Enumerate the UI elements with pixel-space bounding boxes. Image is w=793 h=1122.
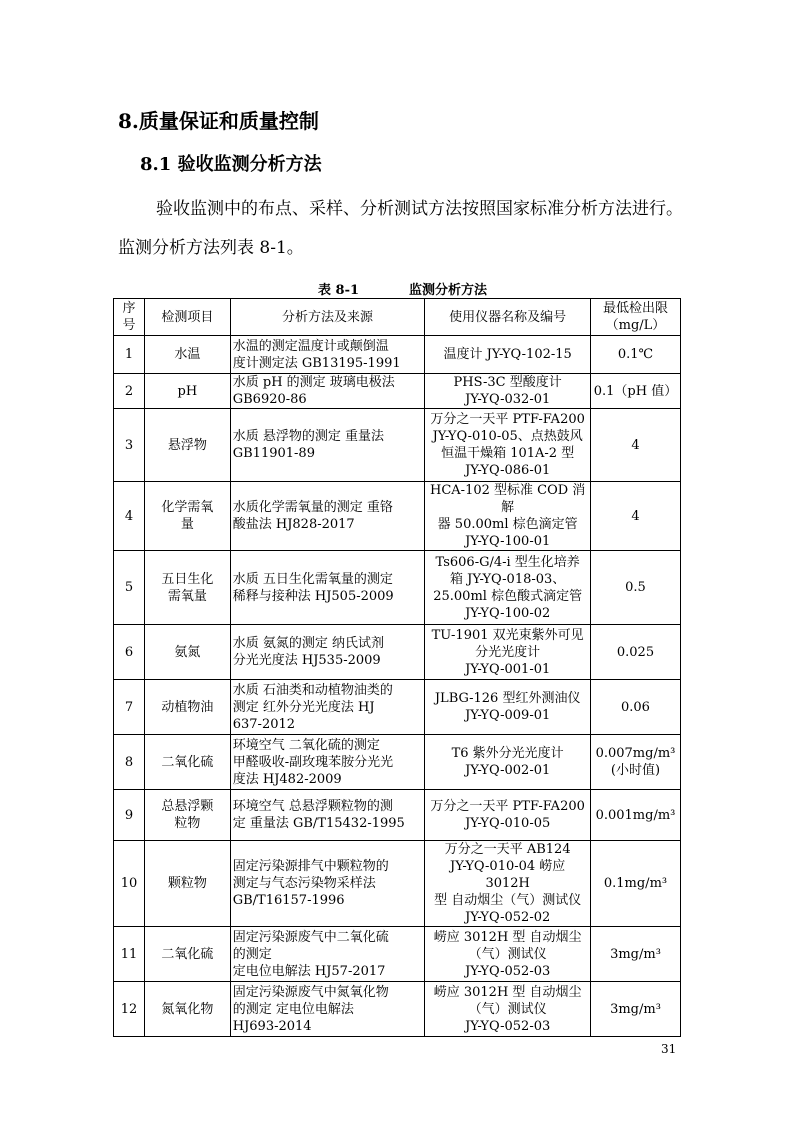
method-source: 水质 石油类和动植物油类的 测定 红外分光光度法 HJ 637-2012 [230,680,425,735]
table-row [114,790,681,841]
instrument: TU-1901 双光束紫外可见 分光光度计 JY-YQ-001-01 [425,625,591,680]
test-item: 化学需氧 量 [144,482,230,551]
test-item: 动植物油 [144,680,230,735]
header-cell: 最低检出限 （mg/L） [590,299,680,336]
test-item: 氮氧化物 [144,982,230,1037]
row-number: 2 [114,374,145,409]
table-title: 监测分析方法 [409,283,488,298]
instrument: Ts606-G/4-i 型生化培养 箱 JY-YQ-018-03、 25.00ml 棕色酸式滴定管 JY-YQ-100-02 [425,551,591,625]
test-item: 二氧化硫 [144,927,230,982]
row-number: 11 [114,927,145,982]
test-item: 总悬浮颗 粒物 [144,790,230,841]
row-number: 12 [114,982,145,1037]
row-number: 4 [114,482,145,551]
test-item: 颗粒物 [144,841,230,927]
table-row [114,927,681,982]
test-item: 水温 [144,336,230,374]
method-source: 水质 氨氮的测定 纳氏试剂 分光光度法 HJ535-2009 [230,625,425,680]
instrument: 万分之一天平 AB124 JY-YQ-010-04 崂应 3012H 型 自动烟尘（气）测试仪 JY-YQ-052-02 [425,841,591,927]
header-cell: 分析方法及来源 [230,299,425,336]
table-header-row [114,299,681,336]
method-source: 固定污染源排气中颗粒物的 测定与气态污染物采样法 GB/T16157-1996 [230,841,425,927]
method-source: 环境空气 总悬浮颗粒物的测 定 重量法 GB/T15432-1995 [230,790,425,841]
table-row [114,982,681,1037]
detection-limit: 4 [590,482,680,551]
row-number: 8 [114,735,145,790]
test-item: pH [144,374,230,409]
row-number: 5 [114,551,145,625]
instrument: 万分之一天平 PTF-FA200 JY-YQ-010-05、点热鼓风 恒温干燥箱 101A-2 型 JY-YQ-086-01 [425,409,591,482]
detection-limit: 0.001mg/m³ [590,790,680,841]
method-source: 水温的测定温度计或颠倒温 度计测定法 GB13195-1991 [230,336,425,374]
table-row [114,482,681,551]
method-source: 水质 悬浮物的测定 重量法 GB11901-89 [230,409,425,482]
test-item: 悬浮物 [144,409,230,482]
detection-limit: 0.1℃ [590,336,680,374]
detection-limit: 4 [590,409,680,482]
row-number: 3 [114,409,145,482]
method-source: 水质 五日生化需氧量的测定 稀释与接种法 HJ505-2009 [230,551,425,625]
instrument: 万分之一天平 PTF-FA200 JY-YQ-010-05 [425,790,591,841]
detection-limit: 3mg/m³ [590,982,680,1037]
table-row [114,551,681,625]
page-number: 31 [661,1042,677,1056]
detection-limit: 0.007mg/m³ (小时值) [590,735,680,790]
table-row [114,680,681,735]
instrument: 温度计 JY-YQ-102-15 [425,336,591,374]
table-row [114,409,681,482]
instrument: 崂应 3012H 型 自动烟尘 （气）测试仪 JY-YQ-052-03 [425,927,591,982]
row-number: 7 [114,680,145,735]
instrument: T6 紫外分光光度计 JY-YQ-002-01 [425,735,591,790]
row-number: 9 [114,790,145,841]
section-heading: 8.质量保证和质量控制 [118,109,319,133]
table-row [114,841,681,927]
body-paragraph: 验收监测中的布点、采样、分析测试方法按照国家标准分析方法进行。监测分析方法列表 8-1。 [118,199,683,258]
table-number: 表 8-1 [318,283,360,298]
methods-table [113,298,681,1037]
header-cell: 序 号 [114,299,145,336]
instrument: HCA-102 型标准 COD 消解 器 50.00ml 棕色滴定管 JY-YQ-100-01 [425,482,591,551]
detection-limit: 0.025 [590,625,680,680]
method-source: 固定污染源废气中氮氧化物 的测定 定电位电解法 HJ693-2014 [230,982,425,1037]
detection-limit: 0.1mg/m³ [590,841,680,927]
detection-limit: 3mg/m³ [590,927,680,982]
method-source: 固定污染源废气中二氧化硫 的测定 定电位电解法 HJ57-2017 [230,927,425,982]
header-cell: 检测项目 [144,299,230,336]
header-cell: 使用仪器名称及编号 [425,299,591,336]
instrument: PHS-3C 型酸度计 JY-YQ-032-01 [425,374,591,409]
detection-limit: 0.06 [590,680,680,735]
row-number: 6 [114,625,145,680]
table-row [114,374,681,409]
instrument: 崂应 3012H 型 自动烟尘 （气）测试仪 JY-YQ-052-03 [425,982,591,1037]
table-row [114,336,681,374]
method-source: 水质 pH 的测定 玻璃电极法 GB6920-86 [230,374,425,409]
row-number: 10 [114,841,145,927]
instrument: JLBG-126 型红外测油仪 JY-YQ-009-01 [425,680,591,735]
method-source: 水质化学需氧量的测定 重铬 酸盐法 HJ828-2017 [230,482,425,551]
method-source: 环境空气 二氧化硫的测定 甲醛吸收-副玫瑰苯胺分光光 度法 HJ482-2009 [230,735,425,790]
detection-limit: 0.5 [590,551,680,625]
table-row [114,625,681,680]
row-number: 1 [114,336,145,374]
test-item: 二氧化硫 [144,735,230,790]
test-item: 五日生化 需氧量 [144,551,230,625]
table-row [114,735,681,790]
test-item: 氨氮 [144,625,230,680]
detection-limit: 0.1（pH 值） [590,374,680,409]
subsection-heading: 8.1 验收监测分析方法 [140,154,322,175]
